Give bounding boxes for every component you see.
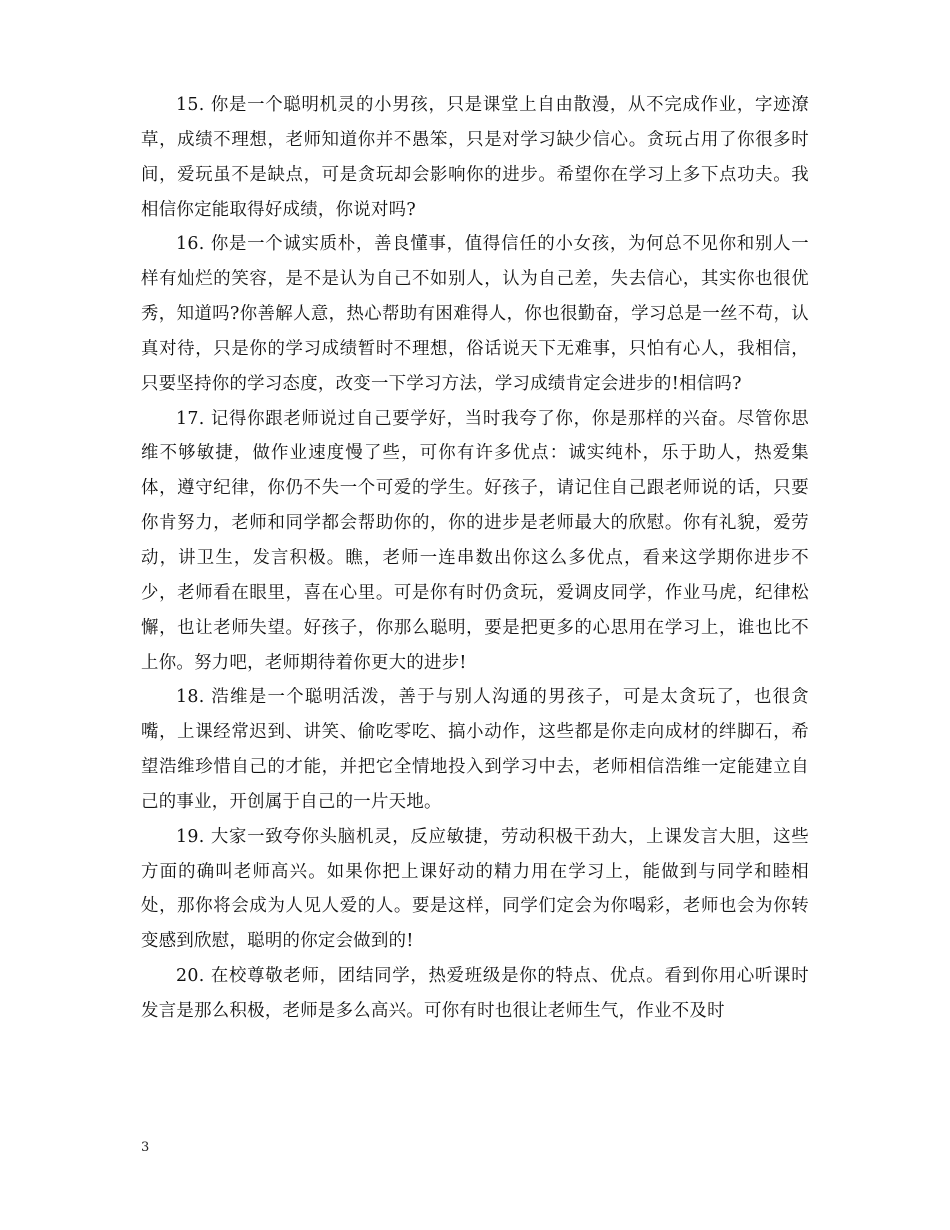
page-number: 3 <box>141 1140 150 1155</box>
document-body <box>141 88 809 1029</box>
paragraph-15: 15. 你是一个聪明机灵的小男孩，只是课堂上自由散漫，从不完成作业，字迹潦草，成绩不理想，老师知道你并不愚笨，只是对学习缺少信心。贪玩占用了你很多时间，爱玩虽不是缺点，可是贪玩却会影响你的进步。希望你在学习上多下点功夫。我相信你定能取得好成绩，你说对吗? <box>141 95 809 220</box>
paragraph-17: 17. 记得你跟老师说过自己要学好，当时我夸了你，你是那样的兴奋。尽管你思维不够敏捷，做作业速度慢了些，可你有许多优点：诚实纯朴，乐于助人，热爱集体，遵守纪律，你仍不失一个可爱的学生。好孩子，请记住自己跟老师说的话，只要你肯努力，老师和同学都会帮助你的，你的进步是老师最大的欣慰。你有礼貌，爱劳动，讲卫生，发言积极。瞧，老师一连串数出你这么多优点，看来这学期你进步不少，老师看在眼里，喜在心里。可是你有时仍贪玩，爱调皮同学，作业马虎，纪律松懈，也让老师失望。好孩子，你那么聪明，要是把更多的心思用在学习上，谁也比不上你。努力吧，老师期待着你更大的进步! <box>141 408 809 673</box>
paragraph-19: 19. 大家一致夸你头脑机灵，反应敏捷，劳动积极干劲大，上课发言大胆，这些方面的确叫老师高兴。如果你把上课好动的精力用在学习上，能做到与同学和睦相处，那你将会成为人见人爱的人。要是这样，同学们定会为你喝彩，老师也会为你转变感到欣慰，聪明的你定会做到的! <box>141 826 809 952</box>
paragraph-20: 20. 在校尊敬老师，团结同学，热爱班级是你的特点、优点。看到你用心听课时发言是那么积极，老师是多么高兴。可你有时也很让老师生气，作业不及时 <box>141 966 809 1021</box>
paragraph-16: 16. 你是一个诚实质朴，善良懂事，值得信任的小女孩，为何总不见你和别人一样有灿烂的笑容，是不是认为自己不如别人，认为自己差，失去信心，其实你也很优秀，知道吗?你善解人意，热心帮助有困难得人，你也很勤奋，学习总是一丝不苟，认真对待，只是你的学习成绩暂时不理想，俗话说天下无难事，只怕有心人，我相信，只要坚持你的学习态度，改变一下学习方法，学习成绩肯定会进步的!相信吗? <box>141 234 809 394</box>
paragraph-18: 18. 浩维是一个聪明活泼，善于与别人沟通的男孩子，可是太贪玩了，也很贪嘴，上课经常迟到、讲笑、偷吃零吃、搞小动作，这些都是你走向成材的绊脚石，希望浩维珍惜自己的才能，并把它全情地投入到学习中去，老师相信浩维一定能建立自己的事业，开创属于自己的一片天地。 <box>141 687 809 812</box>
